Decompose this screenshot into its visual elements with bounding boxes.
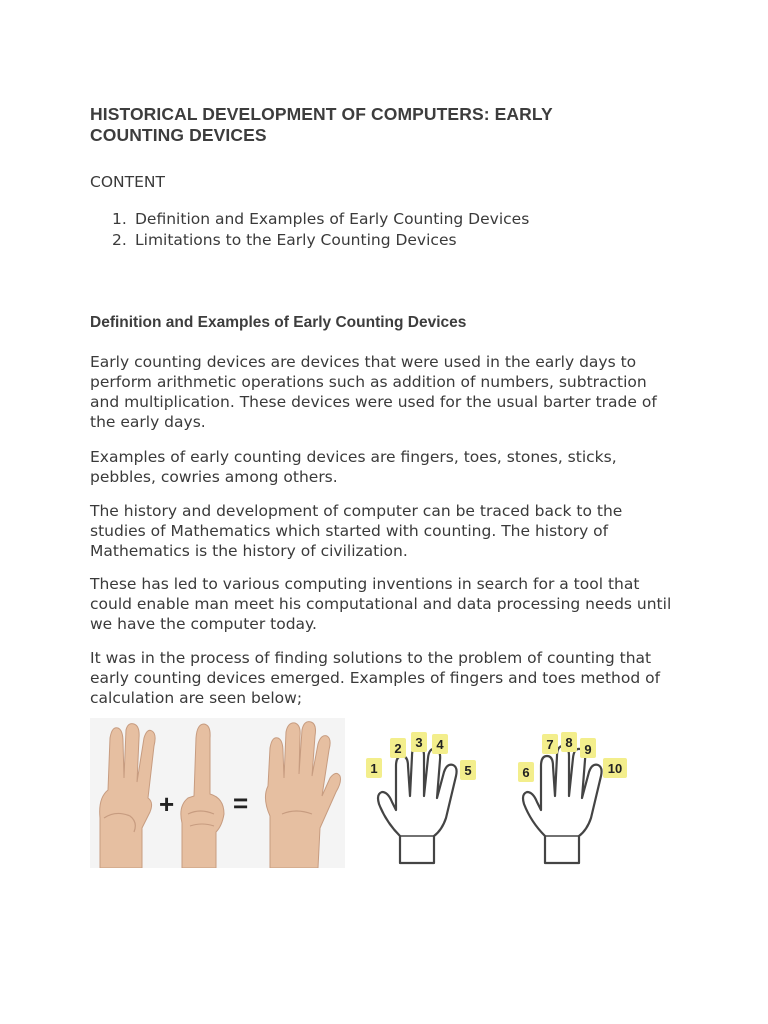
content-label: CONTENT [90,173,165,191]
table-of-contents [90,209,529,251]
toc-item [90,230,529,251]
paragraph-definition: Early counting devices are devices that were used in the early days to perform arithmetic operations such as addition of numbers, subtraction and multiplication. These devices were used for the usual barter trade of the early days. [90,353,657,431]
number-label: 5 [464,763,472,778]
number-label: 9 [584,742,592,757]
paragraph-fingers-toes: It was in the process of finding solutions to the problem of counting that early counting devices emerged. Examples of fingers and toes method of calculation are seen below; [90,649,661,707]
document-title: HISTORICAL DEVELOPMENT OF COMPUTERS: EARLY COUNTING DEVICES [90,104,553,145]
counting-illustration [90,718,635,868]
number-label: 6 [522,765,530,780]
number-label: 4 [436,737,444,752]
plus-sign: + [159,789,175,819]
toc-item-text: Limitations to the Early Counting Devices [135,231,457,249]
equals-sign: = [233,788,249,818]
right-hand-drawing [523,746,602,863]
paragraph-examples: Examples of early counting devices are fingers, toes, stones, sticks, pebbles, cowries among others. [90,448,617,486]
toc-item-number: 1. [112,210,127,228]
toc-item-number: 2. [112,231,127,249]
number-label: 8 [565,735,573,750]
left-hand-drawing [378,746,457,863]
number-label: 1 [370,761,378,776]
number-label: 3 [415,735,423,750]
paragraph-inventions: These has led to various computing inventions in search for a tool that could enable man meet his computational and data processing needs until we have the computer today. [90,575,672,633]
number-label: 10 [607,761,623,776]
section-heading: Definition and Examples of Early Counting Devices [90,314,467,331]
number-label: 7 [546,737,554,752]
toc-item-text: Definition and Examples of Early Counting Devices [135,210,530,228]
number-label: 2 [394,741,402,756]
toc-item [90,209,529,230]
paragraph-history: The history and development of computer can be traced back to the studies of Mathematics which started with counting. The history of Mathematics is the history of civilization. [90,502,623,560]
